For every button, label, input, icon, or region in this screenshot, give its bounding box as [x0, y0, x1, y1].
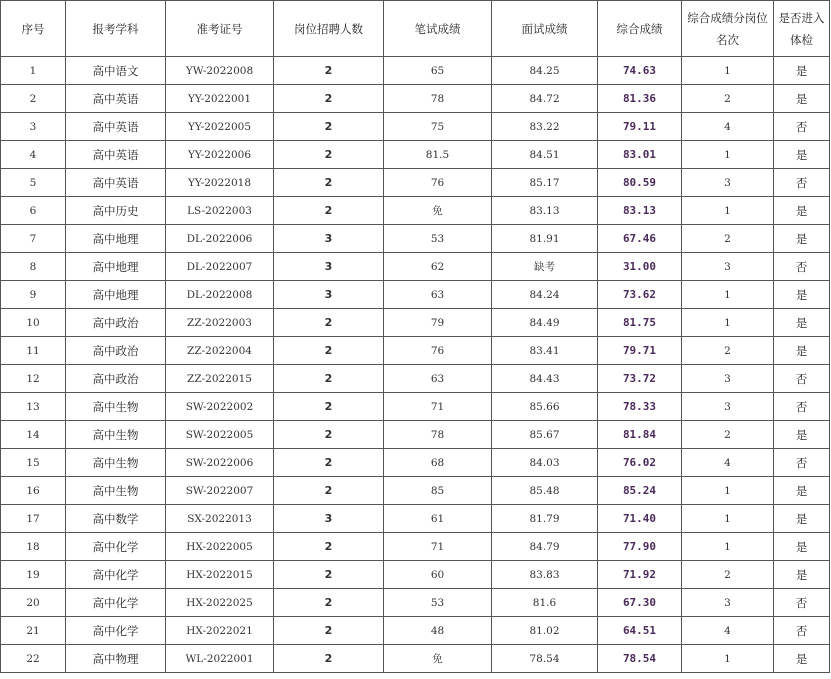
cell-ticket-number: YY-2022001: [166, 85, 274, 113]
cell-written-score: 85: [384, 477, 492, 505]
cell-total-score: 78.54: [598, 645, 682, 673]
table-row: [1, 589, 830, 617]
cell-subject: 高中英语: [66, 113, 166, 141]
cell-rank: 4: [682, 449, 774, 477]
cell-rank: 1: [682, 645, 774, 673]
table-row: [1, 85, 830, 113]
cell-subject: 高中英语: [66, 169, 166, 197]
cell-ticket-number: DL-2022008: [166, 281, 274, 309]
cell-subject: 高中英语: [66, 85, 166, 113]
cell-written-score: 76: [384, 337, 492, 365]
cell-total-score: 77.90: [598, 533, 682, 561]
cell-index: 1: [1, 57, 66, 85]
header-physical-check: 是否进入体检: [774, 1, 830, 57]
cell-total-score: 31.00: [598, 253, 682, 281]
cell-interview-score: 84.25: [492, 57, 598, 85]
cell-positions: 3: [274, 505, 384, 533]
cell-ticket-number: DL-2022006: [166, 225, 274, 253]
cell-rank: 3: [682, 365, 774, 393]
cell-interview-score: 83.22: [492, 113, 598, 141]
cell-index: 15: [1, 449, 66, 477]
table-row: [1, 365, 830, 393]
cell-index: 21: [1, 617, 66, 645]
table-row: [1, 197, 830, 225]
cell-written-score: 60: [384, 561, 492, 589]
cell-interview-score: 81.6: [492, 589, 598, 617]
cell-written-score: 免: [384, 645, 492, 673]
cell-physical-check: 是: [774, 645, 830, 673]
table-row: [1, 533, 830, 561]
cell-positions: 2: [274, 421, 384, 449]
cell-positions: 3: [274, 253, 384, 281]
cell-subject: 高中地理: [66, 253, 166, 281]
cell-written-score: 76: [384, 169, 492, 197]
cell-interview-score: 85.48: [492, 477, 598, 505]
cell-total-score: 64.51: [598, 617, 682, 645]
cell-subject: 高中生物: [66, 449, 166, 477]
table-row: [1, 309, 830, 337]
cell-written-score: 62: [384, 253, 492, 281]
cell-rank: 1: [682, 281, 774, 309]
cell-physical-check: 是: [774, 477, 830, 505]
table-row: [1, 645, 830, 673]
table-row: [1, 449, 830, 477]
cell-interview-score: 81.91: [492, 225, 598, 253]
cell-interview-score: 缺考: [492, 253, 598, 281]
cell-physical-check: 否: [774, 393, 830, 421]
cell-subject: 高中生物: [66, 421, 166, 449]
cell-total-score: 79.11: [598, 113, 682, 141]
table-row: [1, 253, 830, 281]
cell-positions: 2: [274, 309, 384, 337]
cell-physical-check: 是: [774, 225, 830, 253]
cell-physical-check: 是: [774, 421, 830, 449]
cell-index: 13: [1, 393, 66, 421]
cell-subject: 高中语文: [66, 57, 166, 85]
cell-total-score: 67.46: [598, 225, 682, 253]
cell-physical-check: 是: [774, 561, 830, 589]
cell-total-score: 81.75: [598, 309, 682, 337]
cell-index: 5: [1, 169, 66, 197]
cell-interview-score: 84.79: [492, 533, 598, 561]
cell-ticket-number: LS-2022003: [166, 197, 274, 225]
header-written-score: 笔试成绩: [384, 1, 492, 57]
cell-subject: 高中政治: [66, 337, 166, 365]
table-row: [1, 505, 830, 533]
header-positions: 岗位招聘人数: [274, 1, 384, 57]
cell-total-score: 74.63: [598, 57, 682, 85]
cell-physical-check: 是: [774, 533, 830, 561]
table-row: [1, 57, 830, 85]
table-row: [1, 169, 830, 197]
cell-physical-check: 是: [774, 57, 830, 85]
table-row: [1, 617, 830, 645]
cell-positions: 3: [274, 225, 384, 253]
cell-written-score: 71: [384, 533, 492, 561]
cell-subject: 高中生物: [66, 393, 166, 421]
cell-physical-check: 否: [774, 169, 830, 197]
cell-rank: 4: [682, 113, 774, 141]
cell-interview-score: 83.13: [492, 197, 598, 225]
header-ticket-number: 准考证号: [166, 1, 274, 57]
cell-positions: 2: [274, 85, 384, 113]
cell-ticket-number: HX-2022025: [166, 589, 274, 617]
cell-subject: 高中化学: [66, 533, 166, 561]
cell-positions: 2: [274, 337, 384, 365]
header-row: [1, 1, 830, 57]
cell-ticket-number: YW-2022008: [166, 57, 274, 85]
cell-rank: 1: [682, 505, 774, 533]
table-row: [1, 393, 830, 421]
cell-subject: 高中化学: [66, 561, 166, 589]
cell-index: 6: [1, 197, 66, 225]
cell-index: 14: [1, 421, 66, 449]
table-body: [1, 57, 830, 673]
table-row: [1, 561, 830, 589]
cell-interview-score: 81.79: [492, 505, 598, 533]
cell-total-score: 73.72: [598, 365, 682, 393]
cell-ticket-number: WL-2022001: [166, 645, 274, 673]
cell-total-score: 71.92: [598, 561, 682, 589]
cell-interview-score: 84.03: [492, 449, 598, 477]
cell-index: 4: [1, 141, 66, 169]
cell-index: 9: [1, 281, 66, 309]
cell-subject: 高中历史: [66, 197, 166, 225]
cell-physical-check: 否: [774, 365, 830, 393]
cell-index: 7: [1, 225, 66, 253]
cell-ticket-number: ZZ-2022015: [166, 365, 274, 393]
cell-ticket-number: SW-2022002: [166, 393, 274, 421]
cell-written-score: 65: [384, 57, 492, 85]
cell-written-score: 78: [384, 85, 492, 113]
cell-total-score: 73.62: [598, 281, 682, 309]
cell-ticket-number: YY-2022018: [166, 169, 274, 197]
table-row: [1, 141, 830, 169]
cell-rank: 2: [682, 85, 774, 113]
table-row: [1, 421, 830, 449]
cell-interview-score: 84.72: [492, 85, 598, 113]
header-index: 序号: [1, 1, 66, 57]
cell-interview-score: 83.41: [492, 337, 598, 365]
cell-rank: 4: [682, 617, 774, 645]
cell-rank: 2: [682, 561, 774, 589]
cell-positions: 2: [274, 617, 384, 645]
cell-total-score: 78.33: [598, 393, 682, 421]
cell-positions: 2: [274, 449, 384, 477]
cell-positions: 2: [274, 533, 384, 561]
cell-positions: 2: [274, 113, 384, 141]
cell-subject: 高中数学: [66, 505, 166, 533]
cell-physical-check: 否: [774, 113, 830, 141]
cell-ticket-number: DL-2022007: [166, 253, 274, 281]
table-row: [1, 281, 830, 309]
cell-total-score: 81.36: [598, 85, 682, 113]
cell-written-score: 75: [384, 113, 492, 141]
cell-written-score: 48: [384, 617, 492, 645]
cell-physical-check: 否: [774, 617, 830, 645]
cell-written-score: 79: [384, 309, 492, 337]
cell-ticket-number: HX-2022015: [166, 561, 274, 589]
cell-positions: 3: [274, 281, 384, 309]
cell-rank: 3: [682, 253, 774, 281]
table-row: [1, 477, 830, 505]
cell-index: 3: [1, 113, 66, 141]
header-rank: 综合成绩分岗位名次: [682, 1, 774, 57]
cell-written-score: 68: [384, 449, 492, 477]
cell-positions: 2: [274, 589, 384, 617]
cell-subject: 高中英语: [66, 141, 166, 169]
cell-ticket-number: YY-2022006: [166, 141, 274, 169]
cell-subject: 高中地理: [66, 225, 166, 253]
cell-ticket-number: SW-2022005: [166, 421, 274, 449]
cell-written-score: 63: [384, 365, 492, 393]
cell-subject: 高中化学: [66, 617, 166, 645]
cell-physical-check: 是: [774, 309, 830, 337]
cell-written-score: 53: [384, 225, 492, 253]
cell-subject: 高中化学: [66, 589, 166, 617]
cell-subject: 高中政治: [66, 309, 166, 337]
cell-subject: 高中地理: [66, 281, 166, 309]
cell-physical-check: 是: [774, 505, 830, 533]
cell-index: 17: [1, 505, 66, 533]
cell-positions: 2: [274, 365, 384, 393]
header-subject: 报考学科: [66, 1, 166, 57]
cell-physical-check: 否: [774, 253, 830, 281]
cell-rank: 1: [682, 141, 774, 169]
cell-ticket-number: SW-2022007: [166, 477, 274, 505]
cell-written-score: 53: [384, 589, 492, 617]
cell-rank: 1: [682, 477, 774, 505]
cell-written-score: 81.5: [384, 141, 492, 169]
cell-total-score: 85.24: [598, 477, 682, 505]
cell-index: 12: [1, 365, 66, 393]
cell-positions: 2: [274, 477, 384, 505]
cell-subject: 高中物理: [66, 645, 166, 673]
cell-total-score: 83.01: [598, 141, 682, 169]
cell-rank: 2: [682, 421, 774, 449]
cell-index: 20: [1, 589, 66, 617]
table-row: [1, 337, 830, 365]
cell-written-score: 免: [384, 197, 492, 225]
cell-rank: 1: [682, 57, 774, 85]
cell-positions: 2: [274, 561, 384, 589]
header-interview-score: 面试成绩: [492, 1, 598, 57]
cell-ticket-number: HX-2022021: [166, 617, 274, 645]
table-row: [1, 225, 830, 253]
cell-total-score: 67.30: [598, 589, 682, 617]
cell-ticket-number: ZZ-2022004: [166, 337, 274, 365]
header-total-score: 综合成绩: [598, 1, 682, 57]
cell-positions: 2: [274, 169, 384, 197]
cell-written-score: 63: [384, 281, 492, 309]
cell-total-score: 80.59: [598, 169, 682, 197]
cell-positions: 2: [274, 141, 384, 169]
cell-index: 11: [1, 337, 66, 365]
cell-rank: 1: [682, 533, 774, 561]
cell-interview-score: 84.51: [492, 141, 598, 169]
cell-rank: 3: [682, 589, 774, 617]
cell-total-score: 79.71: [598, 337, 682, 365]
cell-positions: 2: [274, 645, 384, 673]
cell-written-score: 61: [384, 505, 492, 533]
cell-interview-score: 85.67: [492, 421, 598, 449]
cell-rank: 3: [682, 169, 774, 197]
cell-ticket-number: ZZ-2022003: [166, 309, 274, 337]
cell-total-score: 76.02: [598, 449, 682, 477]
cell-rank: 3: [682, 393, 774, 421]
cell-rank: 1: [682, 197, 774, 225]
table-row: [1, 113, 830, 141]
cell-index: 16: [1, 477, 66, 505]
cell-index: 10: [1, 309, 66, 337]
cell-positions: 2: [274, 57, 384, 85]
cell-written-score: 78: [384, 421, 492, 449]
cell-ticket-number: YY-2022005: [166, 113, 274, 141]
cell-interview-score: 85.66: [492, 393, 598, 421]
cell-index: 19: [1, 561, 66, 589]
cell-positions: 2: [274, 197, 384, 225]
cell-interview-score: 84.43: [492, 365, 598, 393]
cell-rank: 2: [682, 337, 774, 365]
cell-subject: 高中生物: [66, 477, 166, 505]
cell-interview-score: 78.54: [492, 645, 598, 673]
cell-rank: 2: [682, 225, 774, 253]
cell-ticket-number: SW-2022006: [166, 449, 274, 477]
cell-interview-score: 85.17: [492, 169, 598, 197]
cell-index: 18: [1, 533, 66, 561]
cell-positions: 2: [274, 393, 384, 421]
cell-index: 22: [1, 645, 66, 673]
cell-index: 2: [1, 85, 66, 113]
cell-total-score: 81.84: [598, 421, 682, 449]
cell-physical-check: 是: [774, 281, 830, 309]
cell-interview-score: 81.02: [492, 617, 598, 645]
cell-written-score: 71: [384, 393, 492, 421]
cell-ticket-number: SX-2022013: [166, 505, 274, 533]
cell-interview-score: 84.24: [492, 281, 598, 309]
cell-physical-check: 是: [774, 141, 830, 169]
cell-physical-check: 是: [774, 197, 830, 225]
cell-physical-check: 否: [774, 589, 830, 617]
cell-interview-score: 84.49: [492, 309, 598, 337]
cell-rank: 1: [682, 309, 774, 337]
cell-ticket-number: HX-2022005: [166, 533, 274, 561]
cell-total-score: 83.13: [598, 197, 682, 225]
cell-physical-check: 否: [774, 449, 830, 477]
cell-physical-check: 是: [774, 85, 830, 113]
cell-total-score: 71.40: [598, 505, 682, 533]
cell-interview-score: 83.83: [492, 561, 598, 589]
cell-subject: 高中政治: [66, 365, 166, 393]
cell-physical-check: 是: [774, 337, 830, 365]
cell-index: 8: [1, 253, 66, 281]
